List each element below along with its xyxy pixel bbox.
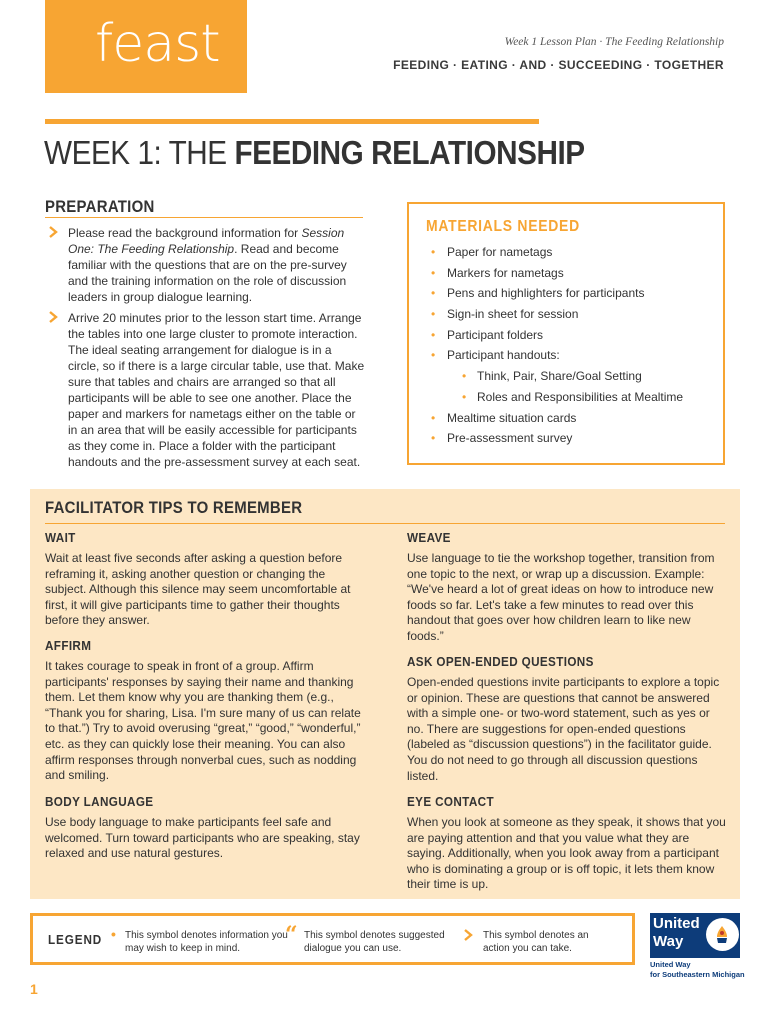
- list-item-text: Mealtime situation cards: [447, 410, 577, 425]
- tip-title: ASK OPEN-ENDED QUESTIONS: [407, 654, 594, 669]
- list-item-text: Roles and Responsibilities at Mealtime: [477, 389, 684, 404]
- list-item-text: Pre-assessment survey: [447, 431, 573, 446]
- list-item-text: Markers for nametags: [447, 265, 564, 280]
- uw-line: United: [653, 915, 700, 932]
- hand-logo-icon: [706, 918, 739, 951]
- bullet-icon: •: [431, 327, 436, 342]
- tip-title: WAIT: [45, 530, 76, 545]
- bullet-icon: •: [431, 348, 436, 363]
- list-item-text: Think, Pair, Share/Goal Setting: [477, 369, 642, 384]
- quote-icon: “: [285, 922, 298, 948]
- tip-affirm: [45, 638, 365, 784]
- tip-title: BODY LANGUAGE: [45, 794, 154, 809]
- tip-title: EYE CONTACT: [407, 794, 494, 809]
- header-tagline: FEEDING · EATING · AND · SUCCEEDING · TOGETHER: [393, 58, 724, 72]
- legend-heading: LEGEND: [48, 932, 103, 947]
- uw-tag-line: for Southeastern Michigan: [650, 969, 745, 979]
- bullet-icon: •: [431, 307, 436, 322]
- bullet-icon: •: [111, 926, 116, 942]
- preparation-text: [68, 225, 365, 305]
- materials-list: [429, 244, 683, 451]
- tips-heading: FACILITATOR TIPS TO REMEMBER: [45, 498, 303, 517]
- tip-body-language: [45, 794, 365, 862]
- title-bold: FEEDING RELATIONSHIP: [234, 134, 585, 171]
- uw-tag-line: United Way: [650, 960, 691, 969]
- tip-body: When you look at someone as they speak, it shows that you are paying attention and that you value what they are saying. Additionally, when you look away from a participant who is dominating a group or is off topic, it lets them know their time is up.: [407, 815, 726, 892]
- list-subitem: [429, 389, 683, 410]
- tips-rule: [45, 523, 725, 524]
- materials-heading: MATERIALS NEEDED: [426, 218, 580, 235]
- prep-text-part: . Read and become familiar with the questions that are on the pre-survey and the training information on the role of discussion leaders in group dialogue learning.: [68, 242, 347, 304]
- bullet-icon: •: [431, 410, 436, 425]
- title-light: WEEK 1: THE: [44, 134, 235, 171]
- tip-body: Use language to tie the workshop together, transition from one topic to the next, or wrap up a discussion. Example: “We've heard a lot of great ideas on how to introduce new foods so far. Let's take a few minutes to read over this handout that goes over how children learn to like new foods.”: [407, 551, 715, 643]
- bullet-icon: •: [431, 431, 436, 446]
- list-item-text: Pens and highlighters for participants: [447, 286, 645, 301]
- list-item: [429, 410, 683, 431]
- preparation-text: Arrive 20 minutes prior to the lesson start time. Arrange the tables into one large cluster to promote interaction. The ideal seating arrangement for dialogue is in a circle, so if there is a large circular table, use that. Make sure that tables and chairs are arranged so that all participants will be able to see one another. Place the paper and markers for nametags either on the table or in an area that will be easily accessible for participants as they come in. Place a folder with the participant handouts and the pre-assessment survey at each seat.: [68, 311, 365, 469]
- list-item-text: Participant handouts:: [447, 348, 560, 363]
- list-item: [429, 265, 683, 286]
- prep-text-part: Please read the background information for: [68, 226, 302, 240]
- tip-title: AFFIRM: [45, 638, 92, 653]
- preparation-heading: PREPARATION: [45, 197, 155, 216]
- tip-wait: [45, 530, 365, 629]
- facilitator-tips-panel: [30, 489, 740, 899]
- legend-item: This symbol denotes suggested dialogue you can use.: [304, 930, 445, 954]
- logo-text: feast: [95, 14, 220, 74]
- tip-open-ended: [407, 654, 727, 784]
- tip-eye-contact: [407, 794, 727, 893]
- tip-body: Wait at least five seconds after asking a question before reframing it, asking another question or changing the subject. Although this silence may seem uncomfortable at first, it will give participants time to gather their thoughts before they answer.: [45, 551, 351, 628]
- title-rule: [45, 119, 539, 124]
- preparation-item: [45, 225, 365, 305]
- arrow-icon: [48, 310, 62, 326]
- list-item: [429, 244, 683, 265]
- list-subitem: [429, 368, 683, 389]
- bullet-icon: •: [431, 245, 436, 259]
- list-item: [429, 430, 683, 451]
- tip-body: It takes courage to speak in front of a group. Affirm participants' responses by saying their name and thanking them. Let them know why you are thanking them (e.g., “Thank you for sharing, Lisa. I'm sure many of us can relate to that.”) Try to avoid overusing “great,” “good,” “wonderful,” etc. as they can quickly lose their meaning. You can also affirm responses through nonverbal cues, such as nodding and smiling.: [45, 659, 361, 783]
- materials-box: [407, 202, 725, 465]
- bullet-icon: •: [462, 369, 467, 384]
- list-item-text: Participant folders: [447, 327, 544, 342]
- list-item: [429, 347, 683, 368]
- session-title: Session One: The Feeding Relationship: [68, 226, 345, 256]
- tip-title: WEAVE: [407, 530, 451, 545]
- tip-weave: [407, 530, 727, 645]
- list-item-text: Sign-in sheet for session: [447, 307, 579, 322]
- arrow-icon: [463, 928, 474, 947]
- bullet-icon: •: [462, 389, 467, 404]
- list-item: [429, 306, 683, 327]
- preparation-rule: [45, 217, 363, 218]
- legend-box: [30, 913, 635, 965]
- bullet-icon: •: [431, 265, 436, 280]
- list-item-text: Paper for nametags: [447, 245, 553, 259]
- preparation-item: [45, 310, 365, 470]
- united-way-tagline: [650, 960, 745, 979]
- page-title: [44, 134, 585, 172]
- page-number: 1: [30, 981, 38, 997]
- bullet-icon: •: [431, 286, 436, 301]
- arrow-icon: [48, 225, 62, 241]
- tip-body: Use body language to make participants feel safe and welcomed. Turn toward participants who are speaking, stay relaxed and use natural gestures.: [45, 815, 360, 861]
- united-way-wordmark: [653, 915, 700, 951]
- list-item: [429, 285, 683, 306]
- united-way-logo: [650, 913, 740, 958]
- feast-logo: [45, 0, 247, 93]
- header-subtitle: Week 1 Lesson Plan · The Feeding Relationship: [504, 36, 724, 48]
- legend-item: This symbol denotes an action you can take.: [483, 930, 589, 954]
- list-item: [429, 327, 683, 348]
- uw-line: Way: [653, 933, 684, 950]
- legend-item: This symbol denotes information you may wish to keep in mind.: [125, 930, 288, 954]
- tip-body: Open-ended questions invite participants to explore a topic or opinion. These are questions that cannot be answered with a simple one- or two-word statement, such as yes or no. There are suggestions for open-ended questions (labeled as “discussion questions”) in the facilitator guide. You do not need to go through all discussion questions listed.: [407, 675, 720, 783]
